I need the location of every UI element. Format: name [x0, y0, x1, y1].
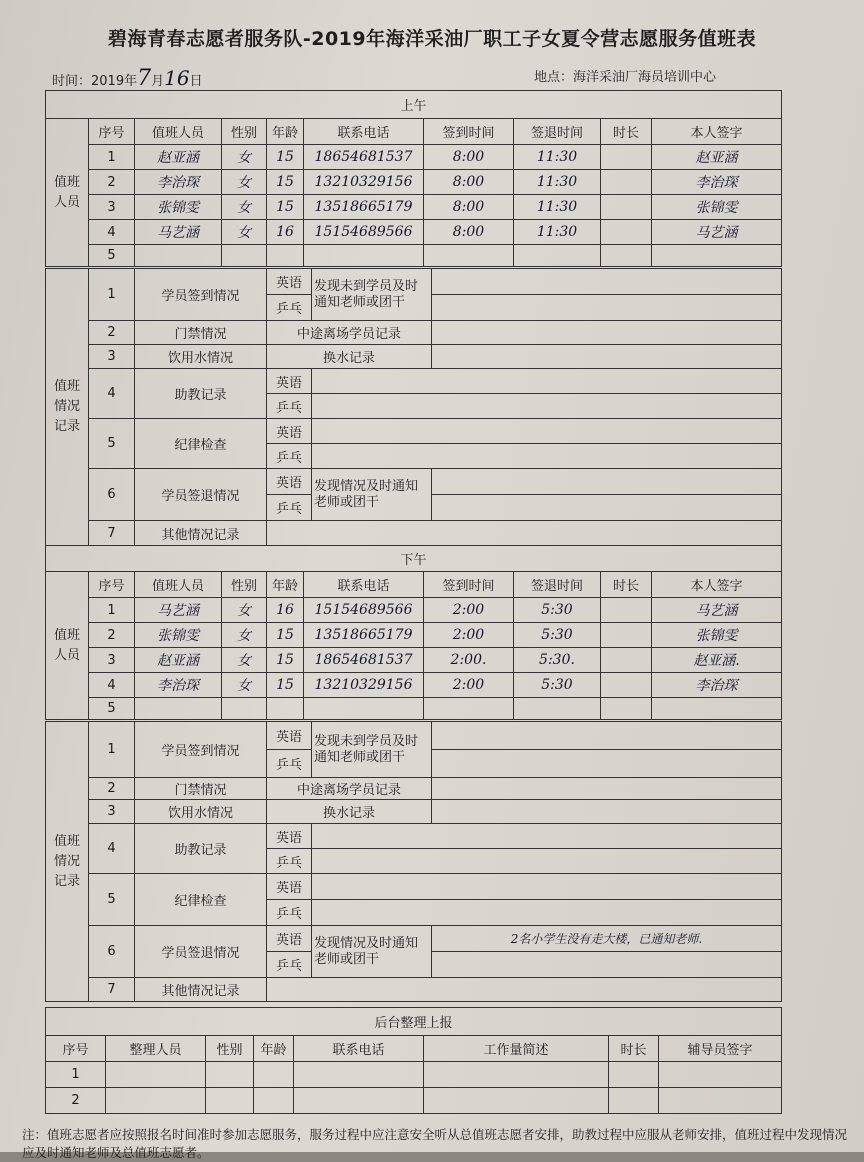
table-row [46, 195, 782, 220]
row-in [424, 245, 514, 267]
record-no: 5 [89, 874, 135, 926]
tag-pingpong: 乒乓 [267, 394, 312, 419]
col-person: 整理人员 [106, 1036, 206, 1062]
date-day-unit: 日 [189, 74, 203, 89]
record-no: 7 [89, 521, 135, 546]
row-out: 11:30 [514, 220, 601, 245]
tag-pingpong: 乒乓 [267, 444, 312, 469]
record-blank [312, 824, 782, 849]
blank-cell [424, 1062, 609, 1088]
tag-pingpong: 乒乓 [267, 295, 312, 321]
record-no: 4 [89, 824, 135, 874]
row-in: 8:00 [424, 170, 514, 195]
blank-cell [294, 1088, 424, 1114]
duty-people-label: 值班人员 [46, 572, 89, 720]
date-month-unit: 月 [151, 74, 165, 89]
record-name: 助教记录 [135, 369, 267, 419]
row-sign: 赵亚涵. [652, 648, 782, 673]
row-no: 1 [89, 145, 135, 170]
table-row [46, 623, 782, 648]
row-gender: 女 [222, 648, 267, 673]
row-in: 8:00 [424, 220, 514, 245]
row-name: 李治琛 [135, 673, 222, 698]
row-out [514, 245, 601, 267]
row-duration [601, 623, 652, 648]
row-gender [222, 245, 267, 267]
col-signout: 签退时间 [514, 572, 601, 598]
row-name: 李治琛 [135, 170, 222, 195]
record-no: 3 [89, 800, 135, 824]
row-sign [652, 245, 782, 267]
row-out: 11:30 [514, 195, 601, 220]
duty-record-label: 值班情况记录 [46, 269, 89, 546]
col-signin: 签到时间 [424, 119, 514, 145]
backend-header: 后台整理上报 [46, 1008, 782, 1036]
row-no: 1 [89, 598, 135, 623]
row-out: 11:30 [514, 145, 601, 170]
blank-cell [294, 1062, 424, 1088]
col-phone: 联系电话 [304, 572, 424, 598]
row-sign: 李治琛 [652, 170, 782, 195]
row-in: 2:00 [424, 623, 514, 648]
table-row [46, 170, 782, 195]
row-duration [601, 648, 652, 673]
afternoon-table [45, 545, 782, 720]
record-name: 助教记录 [135, 824, 267, 874]
row-in: 8:00 [424, 195, 514, 220]
record-no: 2 [89, 778, 135, 800]
blank-cell [609, 1088, 659, 1114]
row-duration [601, 195, 652, 220]
record-blank [312, 444, 782, 469]
col-gender: 性别 [206, 1036, 254, 1062]
location-line: 地点：海洋采油厂海员培训中心 [534, 70, 717, 85]
record-blank [432, 269, 782, 295]
record-name: 饮用水情况 [135, 800, 267, 824]
row-no: 2 [89, 170, 135, 195]
record-blank [432, 295, 782, 321]
row-phone: 15154689566 [304, 598, 424, 623]
col-duration: 时长 [609, 1036, 659, 1062]
row-phone [304, 245, 424, 267]
row-no: 2 [46, 1088, 106, 1114]
row-age: 15 [267, 195, 304, 220]
row-in: 2:00 [424, 598, 514, 623]
row-duration [601, 673, 652, 698]
record-no: 7 [89, 978, 135, 1002]
col-signout: 签退时间 [514, 119, 601, 145]
col-seq: 序号 [89, 119, 135, 145]
blank-cell [106, 1062, 206, 1088]
afternoon-header: 下午 [46, 546, 782, 572]
col-phone: 联系电话 [294, 1036, 424, 1062]
record-name: 学员签到情况 [135, 722, 267, 778]
row-age [267, 698, 304, 720]
date-line [52, 66, 203, 91]
record-no: 5 [89, 419, 135, 469]
record-note: 发现情况及时通知老师或团干 [312, 469, 432, 521]
row-out [514, 698, 601, 720]
record-blank [312, 874, 782, 900]
row-in: 8:00 [424, 145, 514, 170]
row-no: 3 [89, 195, 135, 220]
row-gender: 女 [222, 673, 267, 698]
row-age: 15 [267, 145, 304, 170]
record-blank [432, 952, 782, 978]
col-person: 值班人员 [135, 572, 222, 598]
row-age: 16 [267, 220, 304, 245]
blank-cell [254, 1088, 294, 1114]
record-name: 门禁情况 [135, 321, 267, 345]
record-blank [432, 800, 782, 824]
col-sign: 本人签字 [652, 572, 782, 598]
row-phone: 15154689566 [304, 220, 424, 245]
row-name [135, 698, 222, 720]
record-no: 2 [89, 321, 135, 345]
row-age [267, 245, 304, 267]
row-name: 赵亚涵 [135, 145, 222, 170]
blank-cell [254, 1062, 294, 1088]
row-no: 2 [89, 623, 135, 648]
row-age: 15 [267, 623, 304, 648]
row-name: 张锦雯 [135, 623, 222, 648]
tag-pingpong: 乒乓 [267, 750, 312, 778]
col-work: 工作量简述 [424, 1036, 609, 1062]
row-name: 赵亚涵 [135, 648, 222, 673]
row-gender [222, 698, 267, 720]
afternoon-record-table [45, 721, 782, 1002]
row-duration [601, 698, 652, 720]
col-gender: 性别 [222, 119, 267, 145]
duty-record-label: 值班情况记录 [46, 722, 89, 1002]
row-out: 5:30 [514, 673, 601, 698]
row-phone: 13210329156 [304, 673, 424, 698]
blank-cell [206, 1062, 254, 1088]
row-phone: 18654681537 [304, 648, 424, 673]
row-age: 15 [267, 648, 304, 673]
blank-cell [424, 1088, 609, 1114]
row-sign [652, 698, 782, 720]
record-blank [432, 750, 782, 778]
record-blank [312, 849, 782, 874]
record-blank [432, 722, 782, 750]
tag-pingpong: 乒乓 [267, 900, 312, 926]
tag-english: 英语 [267, 824, 312, 849]
record-no: 6 [89, 469, 135, 521]
record-blank [267, 521, 782, 546]
table-row [46, 598, 782, 623]
table-row [46, 698, 782, 720]
col-age: 年龄 [267, 572, 304, 598]
row-no: 1 [46, 1062, 106, 1088]
record-blank [312, 394, 782, 419]
record-note: 发现未到学员及时通知老师或团干 [312, 269, 432, 321]
record-blank [267, 978, 782, 1002]
record-handwritten: 2名小学生没有走大楼，已通知老师. [432, 926, 782, 952]
col-phone: 联系电话 [304, 119, 424, 145]
table-row [46, 220, 782, 245]
record-note: 换水记录 [267, 345, 432, 369]
record-no: 3 [89, 345, 135, 369]
row-name: 马艺涵 [135, 598, 222, 623]
row-out: 11:30 [514, 170, 601, 195]
tag-english: 英语 [267, 926, 312, 952]
table-row [46, 145, 782, 170]
duty-people-label: 值班人员 [46, 119, 89, 267]
col-person: 值班人员 [135, 119, 222, 145]
row-gender: 女 [222, 195, 267, 220]
row-sign: 马艺涵 [652, 220, 782, 245]
row-duration [601, 598, 652, 623]
row-duration [601, 220, 652, 245]
record-name: 门禁情况 [135, 778, 267, 800]
row-no: 4 [89, 673, 135, 698]
row-name [135, 245, 222, 267]
row-sign: 赵亚涵 [652, 145, 782, 170]
col-age: 年龄 [267, 119, 304, 145]
morning-header: 上午 [46, 91, 782, 119]
record-blank [432, 495, 782, 521]
row-phone: 18654681537 [304, 145, 424, 170]
record-blank [432, 345, 782, 369]
record-no: 6 [89, 926, 135, 978]
record-no: 4 [89, 369, 135, 419]
col-gender: 性别 [222, 572, 267, 598]
tag-english: 英语 [267, 269, 312, 295]
col-sign: 辅导员签字 [659, 1036, 782, 1062]
tag-english: 英语 [267, 469, 312, 495]
row-sign: 李治琛 [652, 673, 782, 698]
record-name: 其他情况记录 [135, 521, 267, 546]
sheet-title: 碧海青春志愿者服务队-2019年海洋采油厂职工子女夏令营志愿服务值班表 [107, 28, 757, 50]
record-no: 1 [89, 722, 135, 778]
date-month: 7 [137, 66, 152, 91]
row-duration [601, 145, 652, 170]
table-row [46, 1062, 782, 1088]
record-note: 发现情况及时通知老师或团干 [312, 926, 432, 978]
record-name: 纪律检查 [135, 419, 267, 469]
row-name: 马艺涵 [135, 220, 222, 245]
date-label: 时间：2019年 [52, 74, 138, 89]
record-name: 学员签退情况 [135, 469, 267, 521]
row-phone: 13518665179 [304, 195, 424, 220]
record-blank [312, 900, 782, 926]
blank-cell [609, 1062, 659, 1088]
row-out: 5:30 [514, 598, 601, 623]
row-no: 4 [89, 220, 135, 245]
record-blank [432, 778, 782, 800]
row-gender: 女 [222, 598, 267, 623]
col-seq: 序号 [89, 572, 135, 598]
record-name: 学员签退情况 [135, 926, 267, 978]
row-phone: 13518665179 [304, 623, 424, 648]
row-sign: 马艺涵 [652, 598, 782, 623]
footnote: 注：值班志愿者应按照报名时间准时参加志愿服务，服务过程中应注意安全听从总值班志愿者安排，助教过程中应服从老师安排，值班过程中发现情况应及时通知老师及总值班志愿者。 [22, 1127, 848, 1160]
row-out: 5:30. [514, 648, 601, 673]
col-age: 年龄 [254, 1036, 294, 1062]
record-no: 1 [89, 269, 135, 321]
row-no: 3 [89, 648, 135, 673]
row-sign: 张锦雯 [652, 195, 782, 220]
blank-cell [659, 1088, 782, 1114]
row-age: 15 [267, 673, 304, 698]
record-blank [432, 321, 782, 345]
record-handwritten [432, 469, 782, 495]
tag-english: 英语 [267, 419, 312, 444]
record-note: 中途离场学员记录 [267, 321, 432, 345]
record-blank [312, 369, 782, 394]
row-phone [304, 698, 424, 720]
record-name: 纪律检查 [135, 874, 267, 926]
morning-table [45, 90, 782, 267]
table-row [46, 1088, 782, 1114]
row-duration [601, 245, 652, 267]
row-in: 2:00 [424, 673, 514, 698]
table-row [46, 245, 782, 267]
tag-english: 英语 [267, 369, 312, 394]
row-in: 2:00. [424, 648, 514, 673]
row-no: 5 [89, 245, 135, 267]
row-name: 张锦雯 [135, 195, 222, 220]
row-gender: 女 [222, 145, 267, 170]
row-gender: 女 [222, 170, 267, 195]
date-day: 16 [164, 66, 190, 90]
record-name: 其他情况记录 [135, 978, 267, 1002]
record-note: 发现未到学员及时通知老师或团干 [312, 722, 432, 778]
record-note: 换水记录 [267, 800, 432, 824]
record-name: 学员签到情况 [135, 269, 267, 321]
tag-english: 英语 [267, 874, 312, 900]
row-gender: 女 [222, 220, 267, 245]
morning-record-table [45, 268, 782, 546]
table-row [46, 648, 782, 673]
table-row [46, 673, 782, 698]
row-in [424, 698, 514, 720]
row-no: 5 [89, 698, 135, 720]
blank-cell [206, 1088, 254, 1114]
col-sign: 本人签字 [652, 119, 782, 145]
tag-english: 英语 [267, 722, 312, 750]
row-gender: 女 [222, 623, 267, 648]
tag-pingpong: 乒乓 [267, 495, 312, 521]
record-note: 中途离场学员记录 [267, 778, 432, 800]
row-age: 16 [267, 598, 304, 623]
backend-table [45, 1007, 782, 1114]
col-signin: 签到时间 [424, 572, 514, 598]
row-sign: 张锦雯 [652, 623, 782, 648]
tag-pingpong: 乒乓 [267, 952, 312, 978]
record-blank [312, 419, 782, 444]
col-seq: 序号 [46, 1036, 106, 1062]
tag-pingpong: 乒乓 [267, 849, 312, 874]
row-out: 5:30 [514, 623, 601, 648]
row-age: 15 [267, 170, 304, 195]
col-duration: 时长 [601, 119, 652, 145]
blank-cell [106, 1088, 206, 1114]
row-duration [601, 170, 652, 195]
col-duration: 时长 [601, 572, 652, 598]
row-phone: 13210329156 [304, 170, 424, 195]
blank-cell [659, 1062, 782, 1088]
record-name: 饮用水情况 [135, 345, 267, 369]
